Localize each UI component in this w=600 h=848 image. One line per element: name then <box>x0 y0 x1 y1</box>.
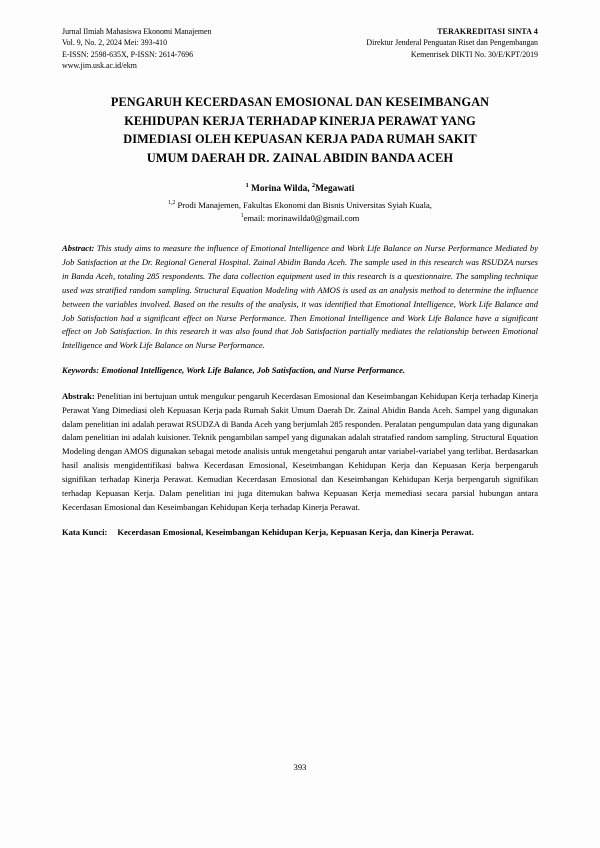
author-1-name: Morina Wilda, <box>248 183 310 194</box>
author-names <box>62 183 538 197</box>
kata-kunci-label: Kata Kunci: <box>62 527 108 538</box>
masthead-left <box>62 26 310 72</box>
author-block <box>62 183 538 226</box>
keywords-indonesian <box>62 526 538 540</box>
accreditation-badge: TERAKREDITASI SINTA 4 <box>437 27 538 36</box>
keywords-label: Keywords: <box>62 365 100 376</box>
title-line-1: PENGARUH KECERDASAN EMOSIONAL DAN KESEIMBANGAN <box>110 94 490 109</box>
kata-kunci-body: Kecerdasan Emosional, Keseimbangan Kehidupan Kerja, Kepuasan Kerja, dan Kinerja Perawat. <box>117 527 474 538</box>
accreditation-issuer: Direktur Jenderal Penguatan Riset dan Pengembangan <box>366 38 538 48</box>
author-2-name: Megawati <box>315 183 355 194</box>
journal-volume-line: Vol. 9, No. 2, 2024 Mei: 393-410 <box>62 38 168 48</box>
title-line-2: KEHIDUPAN KERJA TERHADAP KINERJA PERAWAT YANG <box>124 113 476 128</box>
page-title <box>62 93 538 168</box>
abstract-english <box>62 242 538 353</box>
accreditation-decree: Kemenrisek DIKTI No. 30/E/KPT/2019 <box>410 49 538 59</box>
abstrak-label: Abstrak: <box>62 390 95 401</box>
affiliation-text: Prodi Manajemen, Fakultas Ekonomi dan Bisnis Universitas Syiah Kuala, <box>175 199 432 210</box>
masthead-right <box>319 26 538 60</box>
email-marker: 1 <box>240 213 244 220</box>
keywords-english <box>62 364 538 378</box>
abstrak-body: Penelitian ini bertujuan untuk mengukur pengaruh Kecerdasan Emosional dan Keseimbangan Kehidupan Kerja terhadap Kinerja Perawat Yang Dimediasi oleh Kepuasan Kerja pada Rumah Sakit Umum Daerah Dr. Zainal Abidin Banda Aceh. Sampel yang digunakan dalam penelitian ini adalah perawat RSUDZA di Banda Aceh yang berjumlah 285 responden. Peralatan pengumpulan data yang digunakan dalam penelitian ini adalah kuisioner. Teknik pengambilan sampel yang digunakan adalah stratafied random sampling. Structural Equation Modeling dengan AMOS digunakan sebagai metode analisis untuk mengetahui pengaruh antar variabel-variabel yang terlibat. Berdasarkan hasil analisis mengidentifikasi bahwa Kecerdasan Emosional, Keseimbangan Kehidupan Kerja dan Kepuasan Kerja berpengaruh signifikan terhadap Kinerja Perawat. Kemudian Kecerdasan Emosional dan Keseimbangan Kehidupan Kerja berpengaruh signifikan terhadap Kepuasan Kerja. Dalam penelitian ini juga ditemukan bahwa Kepuasan Kerja memediasi secara parsial hubungan antara Kecerdasan Emosional dan Keseimbangan Kehidupan Kerja terhadap Kinerja Perawat. <box>62 390 538 512</box>
author-email-line <box>62 212 538 225</box>
author-affiliation <box>62 199 538 212</box>
abstract-indonesian <box>62 390 538 515</box>
abstract-body: This study aims to measure the influence of Emotional Intelligence and Work Life Balance on Nurse Performance Mediated by Job Satisfaction at the Dr. Regional General Hospital. Zainal Abidin Banda Aceh. The sample used in this research was RSUDZA nurses in Banda Aceh, totaling 285 respondents. The data collection equipment used in this research is a questionnaire. The sampling technique used was stratified random sampling. Structural Equation Modeling with AMOS is used as an analysis method to determine the influence between the variables involved. Based on the results of the analysis, it was identified that Emotional Intelligence, Work Life Balance and Job Satisfaction had a significant effect on Nurse Performance. Then Emotional Intelligence and Work Life Balance have a significant effect on Job Satisfaction. In this research it was also found that Job Satisfaction partially mediates the relationship between Emotional Intelligence and Work Life Balance on Nurse Performance. <box>62 243 538 351</box>
page-number: 393 <box>293 762 307 772</box>
abstract-label: Abstract: <box>62 243 95 254</box>
journal-website[interactable]: www.jim.usk.ac.id/ekm <box>62 61 137 71</box>
masthead <box>62 26 538 72</box>
journal-issn-line: E-ISSN: 2598-635X, P-ISSN: 2614-7696 <box>62 49 194 59</box>
affiliation-marker: 1,2 <box>168 199 176 206</box>
keywords-body: Emotional Intelligence, Work Life Balance, Job Satisfaction, and Nurse Performance. <box>99 365 405 376</box>
author-email[interactable]: email: morinawilda0@gmail.com <box>243 213 360 224</box>
title-line-3: DIMEDIASI OLEH KEPUASAN KERJA PADA RUMAH SAKIT <box>123 132 477 147</box>
author-1-marker: 1 <box>245 181 249 189</box>
journal-name: Jurnal Ilmiah Mahasiswa Ekonomi Manajemen <box>62 27 212 36</box>
title-line-4: UMUM DAERAH DR. ZAINAL ABIDIN BANDA ACEH <box>146 150 454 165</box>
author-2-marker: 2 <box>311 181 316 189</box>
